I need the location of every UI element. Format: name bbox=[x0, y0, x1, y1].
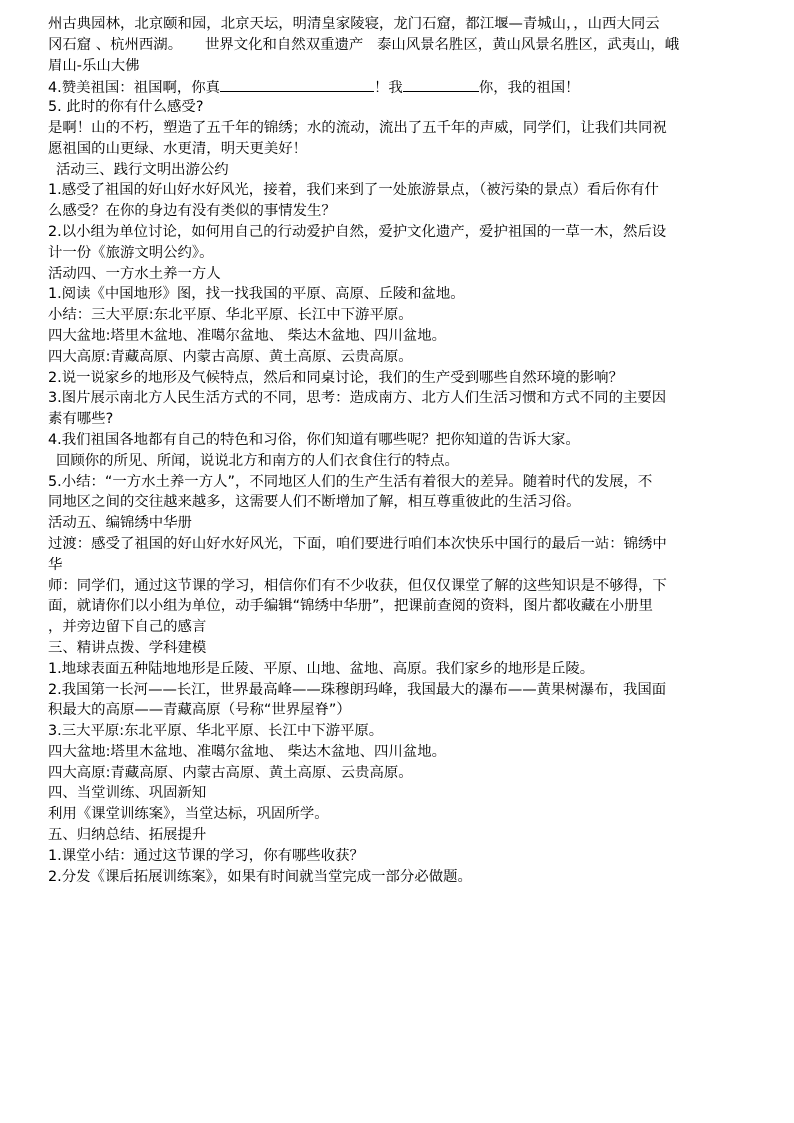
text-line: 面，就请你们以小组为单位，动手编辑“锦绣中华册”，把课前查阅的资料，图片都收藏在小册里 bbox=[48, 598, 653, 615]
text-line: 同地区之间的交往越来越多，这需要人们不断增加了解，相互尊重彼此的生活习俗。 bbox=[48, 494, 581, 511]
text-line: 是啊！山的不朽，塑造了五千年的锦绣；水的流动，流出了五千年的声威，同学们，让我们共同祝 bbox=[48, 119, 667, 136]
text-line: ，并旁边留下自己的感言 bbox=[48, 619, 207, 636]
text-line: 小结：三大平原:东北平原、华北平原、长江中下游平原。 bbox=[48, 307, 413, 324]
activity-heading: 活动四、一方水土养一方人 bbox=[48, 265, 221, 282]
text-line: 5.小结：“一方水土养一方人”，不同地区人们的生产生活有着很大的差异。随着时代的发展，不 bbox=[48, 473, 653, 490]
text-line: 眉山-乐山大佛 bbox=[48, 57, 140, 74]
text-line: 州古典园林，北京颐和园，北京天坛，明清皇家陵寝，龙门石窟，都江堰—青城山，，山西大同云 bbox=[48, 16, 660, 32]
text-line: 愿祖国的山更绿、水更清，明天更美好！ bbox=[48, 140, 308, 157]
praise-text-1: 4.赞美祖国：祖国啊，你真 bbox=[48, 80, 221, 97]
text-line: 过渡：感受了祖国的好山好水好风光，下面，咱们要进行咱们本次快乐中国行的最后一站：锦绣中 bbox=[48, 535, 667, 552]
praise-text-2: ！我 bbox=[374, 80, 403, 97]
text-line: 1.感受了祖国的好山好水好风光，接着，我们来到了一处旅游景点，（被污染的景点）看后你有什 bbox=[48, 182, 659, 199]
text-line: 四大盆地:塔里木盆地、准噶尔盆地、 柴达木盆地、四川盆地。 bbox=[48, 743, 446, 760]
fill-in-blank bbox=[220, 76, 374, 92]
fill-in-blank bbox=[403, 76, 479, 92]
document-page bbox=[48, 14, 748, 887]
text-line: 华 bbox=[48, 556, 63, 573]
text-line: 积最大的高原——青藏高原（号称“世界屋脊”） bbox=[48, 702, 351, 719]
text-line: 四大高原:青藏高原、内蒙古高原、黄土高原、云贵高原。 bbox=[48, 348, 413, 365]
section-heading: 四、当堂训练、巩固新知 bbox=[48, 785, 207, 802]
text-line: 2.我国第一长河——长江，世界最高峰——珠穆朗玛峰，我国最大的瀑布——黄果树瀑布，我国面 bbox=[48, 681, 667, 698]
text-line: 利用《课堂训练案》，当堂达标，巩固所学。 bbox=[48, 806, 329, 823]
text-line: 四大盆地:塔里木盆地、准噶尔盆地、 柴达木盆地、四川盆地。 bbox=[48, 327, 446, 344]
activity-heading: 活动三、践行文明出游公约 bbox=[56, 161, 229, 178]
text-line: 3.三大平原:东北平原、华北平原、长江中下游平原。 bbox=[48, 723, 384, 740]
section-heading: 五、归纳总结、拓展提升 bbox=[48, 827, 207, 844]
text-line: 冈石窟 、杭州西湖。 世界文化和自然双重遗产 泰山风景名胜区，黄山风景名胜区，武夷山，峨 bbox=[48, 36, 680, 53]
praise-text-3: 你，我的祖国！ bbox=[478, 80, 580, 97]
text-line: 2.说一说家乡的地形及气候特点，然后和同桌讨论，我们的生产受到哪些自然环境的影响？ bbox=[48, 369, 623, 386]
text-line: 1.地球表面五种陆地地形是丘陵、平原、山地、盆地、高原。我们家乡的地形是丘陵。 bbox=[48, 660, 595, 677]
praise-fill-in-line bbox=[48, 76, 748, 97]
text-line: 师：同学们，通过这节课的学习，相信你们有不少收获，但仅仅课堂了解的这些知识是不够得，下 bbox=[48, 577, 667, 594]
text-line: 回顾你的所见、所闻，说说北方和南方的人们衣食住行的特点。 bbox=[56, 452, 459, 469]
section-heading: 三、精讲点拨、学科建模 bbox=[48, 639, 207, 656]
text-line: 3.图片展示南北方人民生活方式的不同，思考：造成南方、北方人们生活习惯和方式不同的主要因 bbox=[48, 390, 667, 407]
text-line: 4.我们祖国各地都有自己的特色和习俗，你们知道有哪些呢？把你知道的告诉大家。 bbox=[48, 431, 580, 448]
activity-heading: 活动五、编锦绣中华册 bbox=[48, 515, 192, 532]
text-line: 计一份《旅游文明公约》。 bbox=[48, 244, 214, 261]
text-line: 么感受？在你的身边有没有类似的事情发生？ bbox=[48, 203, 336, 220]
text-line: 1.课堂小结：通过这节课的学习，你有哪些收获？ bbox=[48, 847, 364, 864]
text-line: 1.阅读《中国地形》图，找一找我国的平原、高原、丘陵和盆地。 bbox=[48, 286, 465, 303]
text-line: 2.以小组为单位讨论，如何用自己的行动爱护自然，爱护文化遗产，爱护祖国的一草一木，然后设 bbox=[48, 223, 667, 240]
text-line: 四大高原:青藏高原、内蒙古高原、黄土高原、云贵高原。 bbox=[48, 764, 413, 781]
text-line: 素有哪些? bbox=[48, 411, 114, 428]
text-line: 2.分发《课后拓展训练案》，如果有时间就当堂完成一部分必做题。 bbox=[48, 868, 472, 885]
question-line: 5. 此时的你有什么感受? bbox=[48, 99, 204, 116]
